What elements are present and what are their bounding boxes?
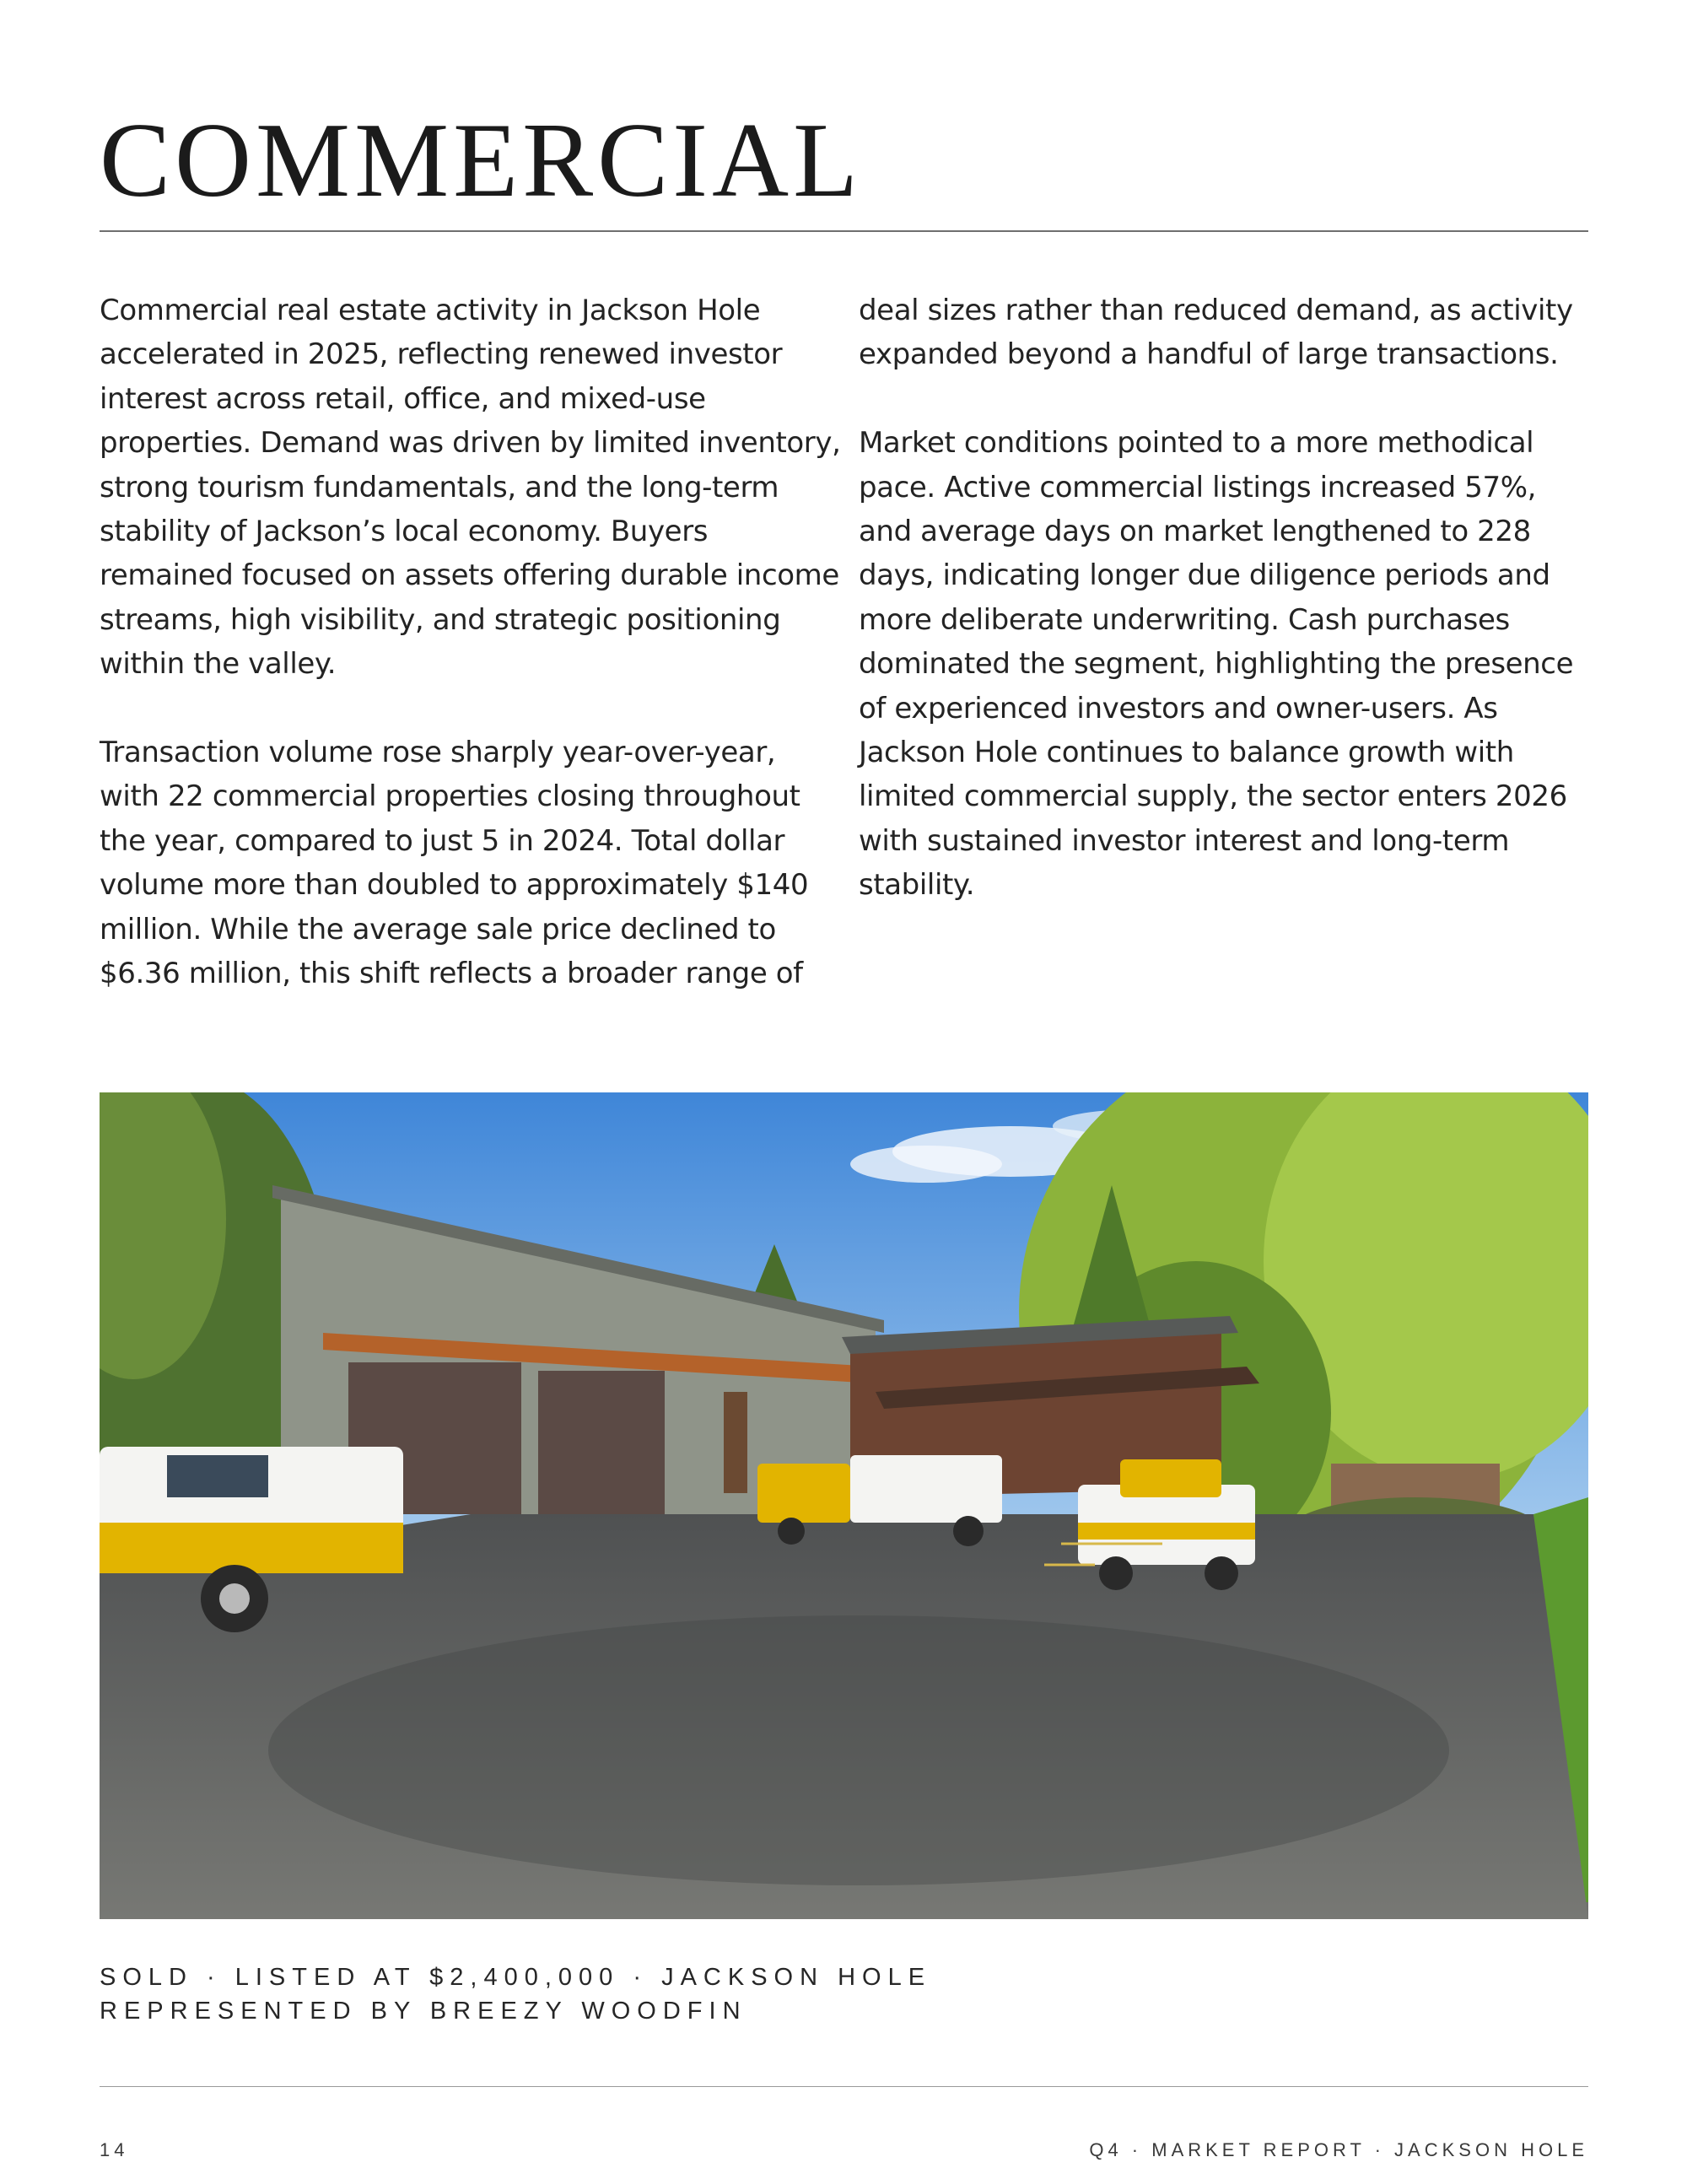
footer-divider [100,2086,1588,2087]
paragraph: deal sizes rather than reduced demand, as activity expanded beyond a handful of large transactions. [859,294,1573,372]
caption-listing: SOLD · LISTED AT $2,400,000 · JACKSON HOLE [100,1964,932,1991]
paragraph: Commercial real estate activity in Jackson Hole accelerated in 2025, reflecting renewed investor interest across retail, office, and mixed-use properties. Demand was driven by limited inventory, strong tourism fundamentals, and the long-term stability of Jackson’s local economy. Buyers remained focused on assets offering durable income streams, high visibility, and strategic positioning within the valley. [100,294,841,682]
text-column-right [859,289,1593,952]
property-photo [100,1092,1588,1919]
title-divider [100,230,1588,232]
page-title: COMMERCIAL [100,102,863,219]
report-label: Q4 · MARKET REPORT · JACKSON HOLE [1089,2139,1588,2160]
paragraph: Transaction volume rose sharply year-over-year, with 22 commercial properties closing throughout the year, compared to just 5 in 2024. Total dollar volume more than doubled to approximately $140 million. While the average sale price declined to $6.36 million, this shift reflects a broader range of [100,736,809,991]
commercial-building-illustration [100,1092,1588,1919]
paragraph: Market conditions pointed to a more methodical pace. Active commercial listings increased 57%, and average days on market lengthened to 228 days, indicating longer due diligence periods and more deliberate underwriting. Cash purchases dominated the segment, highlighting the presence of experienced investors and owner-users. As Jackson Hole continues to balance growth with limited commercial supply, the sector enters 2026 with sustained investor interest and long-term stability. [859,426,1574,903]
page-number: 14 [100,2139,129,2160]
photo-caption [100,1960,931,2028]
text-column-left [100,289,842,1040]
caption-agent: REPRESENTED BY BREEZY WOODFIN [100,1998,747,2025]
